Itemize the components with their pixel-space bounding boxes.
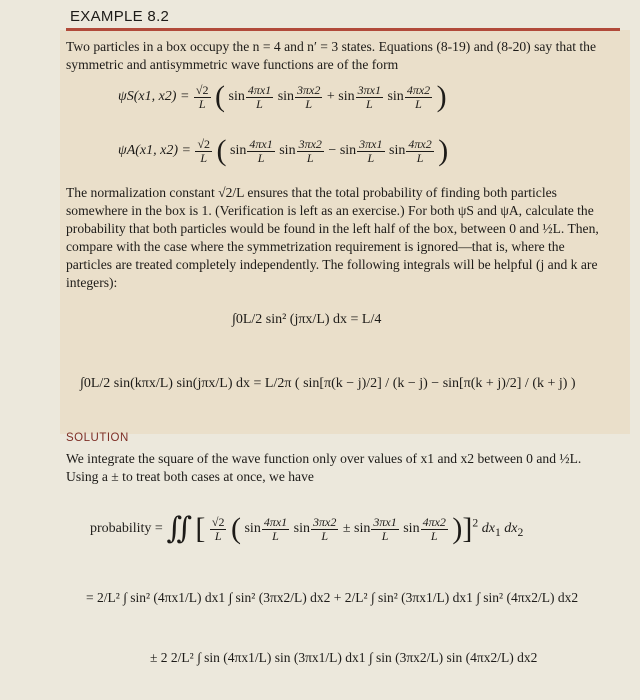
title-rule [66, 28, 620, 31]
norm-constant: $\frac{√2}{L}$ [195, 82, 209, 111]
example-title: EXAMPLE 8.2 [70, 8, 170, 25]
psi-s-label: ψS(x1, x2) = [118, 89, 190, 105]
integral-sin-squared: ∫0L/2 sin² (jπx/L) dx = L/4 [232, 312, 382, 327]
probability-label: probability = [90, 521, 163, 537]
solution-text: We integrate the square of the wave function only over values of x1 and x2 between 0 and ½L. Using a ± to treat both cases at once, we have [66, 451, 582, 484]
psi-s-equation: ψS(x1, x2) = $\frac{√2}{L}$ ( sin $\frac{4\pi x1}{L}$ sin $\frac{3\pi x2}{L}$ + sin $\frac{3\pi x1}{L}$ sin $\frac{4\pi x2}{L}$ ) [118, 80, 447, 113]
intro-text: Two particles in a box occupy the n = 4 and n′ = 3 states. Equations (8-19) and (8-20) say that the symmetric and antisymmetric wave functions are of the form [66, 39, 597, 72]
probability-equation: probability = ∬ [ $\frac{√2}{L}$ ( sin $\frac{4\pi x1}{L}$ sin $\frac{3\pi x2}{L}$ ± sin $\frac{3\pi x1}{L}$ sin $\frac{4\pi x2}{L}$ )]$^2$ $dx_1$ $dx_2$ [90, 512, 524, 545]
probability-line-3: ± 2 2/L² ∫ sin (4πx1/L) sin (3πx1/L) dx1 ∫ sin (3πx2/L) sin (4πx2/L) dx2 [150, 650, 538, 665]
solution-label: SOLUTION [66, 432, 129, 444]
probability-line-2: = 2/L² ∫ sin² (4πx1/L) dx1 ∫ sin² (3πx2/L) dx2 + 2/L² ∫ sin² (3πx1/L) dx1 ∫ sin² (4πx2/L) dx2 [86, 590, 579, 605]
integral-sin-product: ∫0L/2 sin(kπx/L) sin(jπx/L) dx = L/2π ( sin[π(k − j)/2] / (k − j) − sin[π(k + j)/2] / (k + j) ) [80, 376, 576, 391]
normalization-paragraph: The normalization constant √2/L ensures that the total probability of finding both particles somewhere in the box is 1. (Verification is left as an exercise.) For both ψS and ψA, calculate the probability that both particles would be found in the left half of the box, between 0 and ½L. Then, compare with the case where the symmetrization requirement is ignored—that is, where the particles are treated completely independently. The following integrals will be helpful (j and k are integers): [66, 185, 599, 290]
psi-a-equation: ψA(x1, x2) = $\frac{√2}{L}$ ( sin $\frac{4\pi x1}{L}$ sin $\frac{3\pi x2}{L}$ − sin $\frac{3\pi x1}{L}$ sin $\frac{4\pi x2}{L}$ ) [118, 134, 449, 167]
psi-a-label: ψA(x1, x2) = [118, 143, 191, 159]
